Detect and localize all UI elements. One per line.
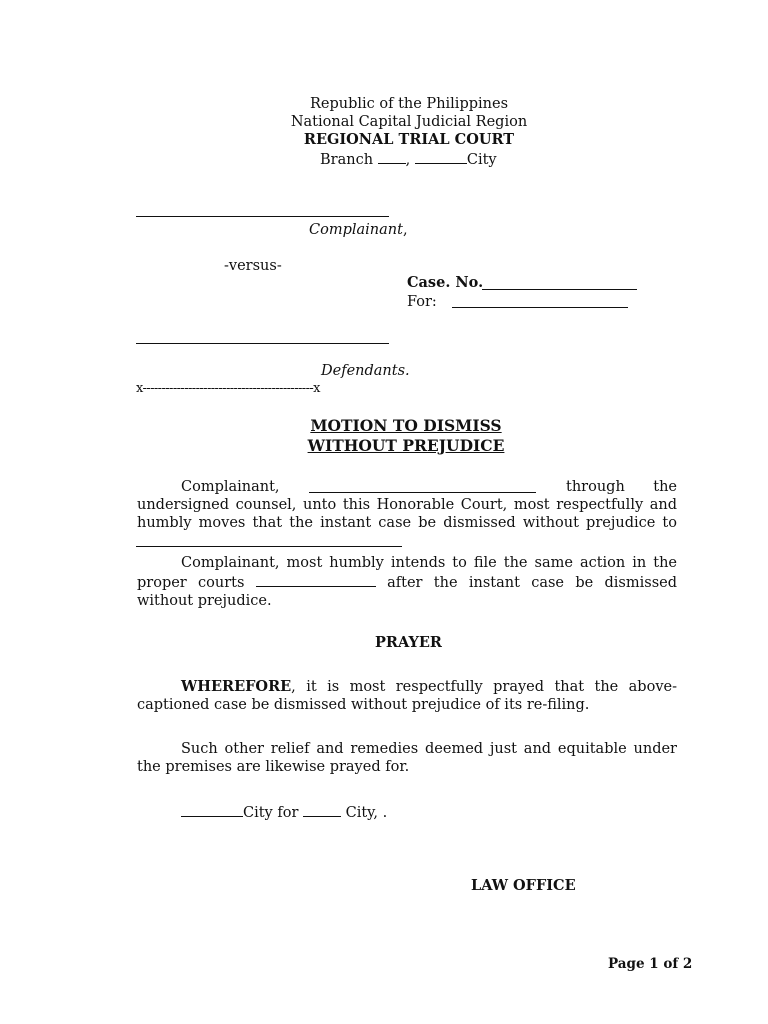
- p1-through: through the: [566, 479, 677, 495]
- court-country: Republic of the Philippines: [309, 96, 509, 112]
- page-number: Page 1 of 2: [608, 956, 693, 972]
- for-line: [452, 307, 628, 308]
- closing-city-blank: [181, 802, 243, 817]
- branch-prefix: Branch: [320, 152, 374, 168]
- city-label: City: [466, 152, 497, 168]
- p2-body: Complainant, most humbly intends to file the same action in the proper courts after the instant case be dismissed without prejudice.: [137, 555, 678, 609]
- defendants-label: Defendants.: [321, 363, 410, 379]
- law-office-label: LAW OFFICE: [471, 877, 576, 894]
- case-no-label: Case. No.: [407, 274, 484, 291]
- case-no-line: [482, 289, 637, 290]
- versus-text: -versus-: [224, 258, 282, 274]
- p2-courts-blank: [256, 572, 376, 587]
- branch-blank: [378, 149, 406, 164]
- closing-city2-blank: [303, 802, 341, 817]
- p1-body: undersigned counsel, unto this Honorable Court, most respectfully and humbly moves that the instant case be dismissed without prejudice to: [137, 497, 677, 531]
- defendants-line: [136, 343, 389, 344]
- complainant-line: [136, 216, 389, 217]
- for-label: For:: [407, 294, 437, 310]
- prayer-p1: WHEREFORE, it is most respectfully prayed that the above-captioned case be dismissed without prejudice of its re-filing.: [137, 678, 677, 713]
- court-region: National Capital Judicial Region: [290, 114, 528, 130]
- prayer-p2: Such other relief and remedies deemed just and equitable under the premises are likewise prayed for.: [137, 741, 677, 775]
- closing-city: City for City, .: [181, 802, 387, 822]
- branch-sep: ,: [405, 152, 411, 168]
- p1-start: Complainant,: [181, 479, 280, 495]
- city-blank: [415, 149, 467, 164]
- p1-end-blank: [136, 546, 402, 547]
- court-branch: [320, 149, 497, 169]
- motion-title-line1: MOTION TO DISMISS: [310, 416, 502, 435]
- prayer-heading: PRAYER: [375, 634, 442, 651]
- motion-title-line2: WITHOUT PREJUDICE: [307, 436, 505, 455]
- court-name: REGIONAL TRIAL COURT: [303, 131, 515, 148]
- caption-divider: x---------------------------------------------x: [136, 381, 320, 396]
- p1-complainant-blank: [309, 492, 536, 493]
- complainant-label: Complainant,: [309, 222, 408, 238]
